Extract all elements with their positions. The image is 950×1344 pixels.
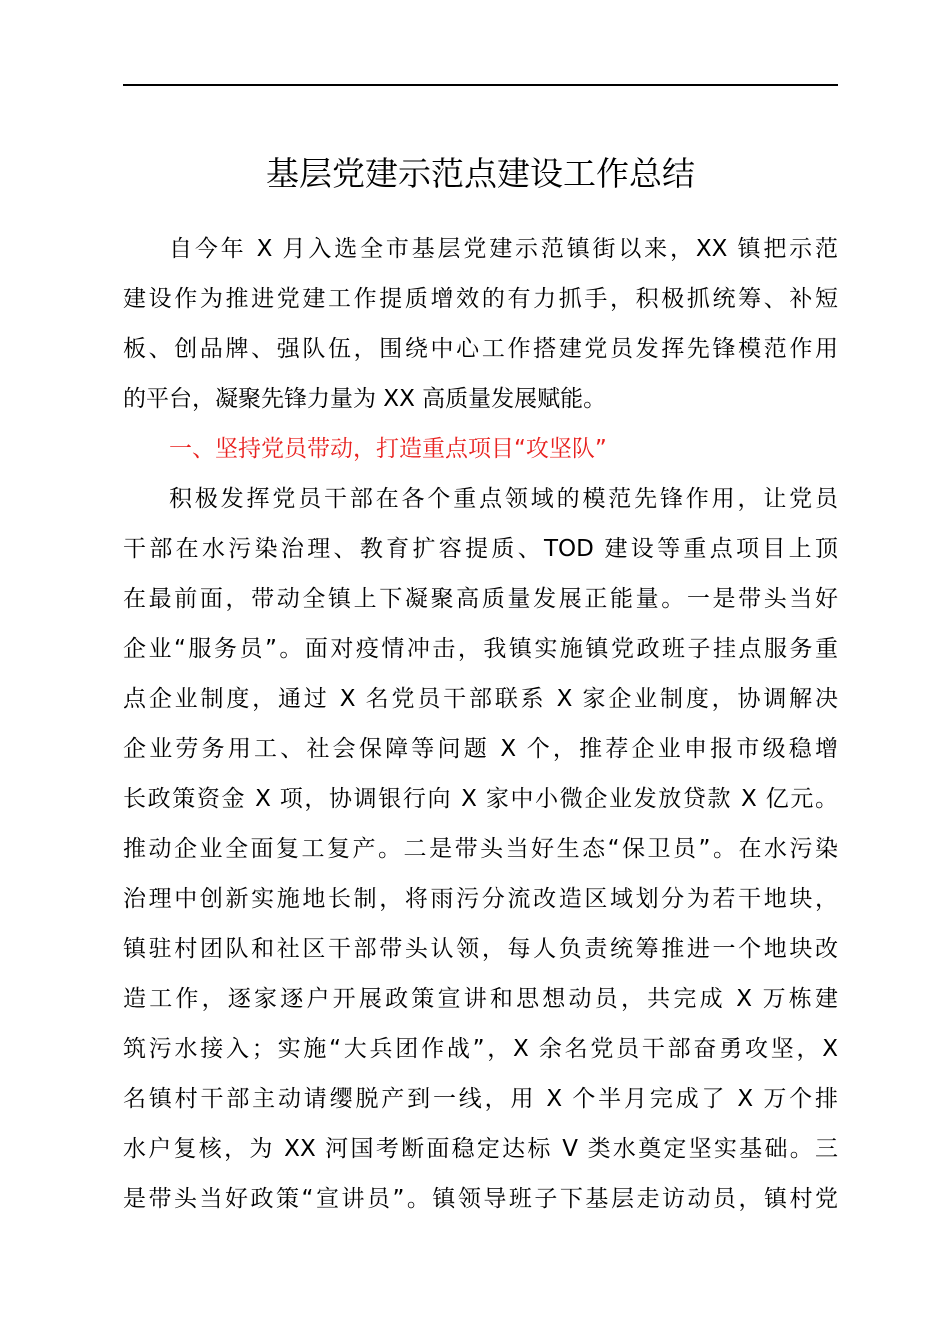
text-line: 建设作为推进党建工作提质增效的有力抓手，积极抓统筹、补短 [123, 286, 838, 312]
text-line: 筑污水接入；实施“大兵团作战”，X 余名党员干部奋勇攻坚，X [123, 1036, 838, 1062]
text-line: 企业“服务员”。面对疫情冲击，我镇实施镇党政班子挂点服务重 [123, 636, 838, 662]
intro-paragraph [123, 224, 838, 424]
text-line: 企业劳务用工、社会保障等问题 X 个，推荐企业申报市级稳增 [123, 736, 838, 762]
text-line: 造工作，逐家逐户开展政策宣讲和思想动员，共完成 X 万栋建 [123, 986, 838, 1012]
text-line: 镇驻村团队和社区干部带头认领，每人负责统筹推进一个地块改 [123, 936, 838, 962]
text-line: 水户复核，为 XX 河国考断面稳定达标 V 类水奠定坚实基础。三 [123, 1136, 838, 1162]
text-line: 是带头当好政策“宣讲员”。镇领导班子下基层走访动员，镇村党 [123, 1186, 838, 1212]
text-line: 干部在水污染治理、教育扩容提质、TOD 建设等重点项目上顶 [123, 536, 838, 562]
section-heading-1: 一、坚持党员带动，打造重点项目“攻坚队” [169, 436, 607, 462]
text-line: 积极发挥党员干部在各个重点领域的模范先锋作用，让党员 [169, 486, 838, 512]
text-line: 的平台，凝聚先锋力量为 XX 高质量发展赋能。 [123, 386, 607, 412]
text-line: 在最前面，带动全镇上下凝聚高质量发展正能量。一是带头当好 [123, 586, 838, 612]
document-title: 基层党建示范点建设工作总结 [266, 154, 695, 193]
text-line: 自今年 X 月入选全市基层党建示范镇街以来，XX 镇把示范 [169, 236, 838, 262]
text-line: 推动企业全面复工复产。二是带头当好生态“保卫员”。在水污染 [123, 836, 838, 862]
document-body [123, 224, 838, 1224]
text-line: 名镇村干部主动请缨脱产到一线，用 X 个半月完成了 X 万个排 [123, 1086, 838, 1112]
text-line: 板、创品牌、强队伍，围绕中心工作搭建党员发挥先锋模范作用 [123, 336, 838, 362]
header-rule [123, 84, 838, 86]
text-line: 长政策资金 X 项，协调银行向 X 家中小微企业发放贷款 X 亿元。 [123, 786, 838, 812]
text-line: 治理中创新实施地长制，将雨污分流改造区域划分为若干地块， [123, 886, 838, 912]
text-line: 点企业制度，通过 X 名党员干部联系 X 家企业制度，协调解决 [123, 686, 838, 712]
section-1-paragraph [123, 474, 838, 1224]
